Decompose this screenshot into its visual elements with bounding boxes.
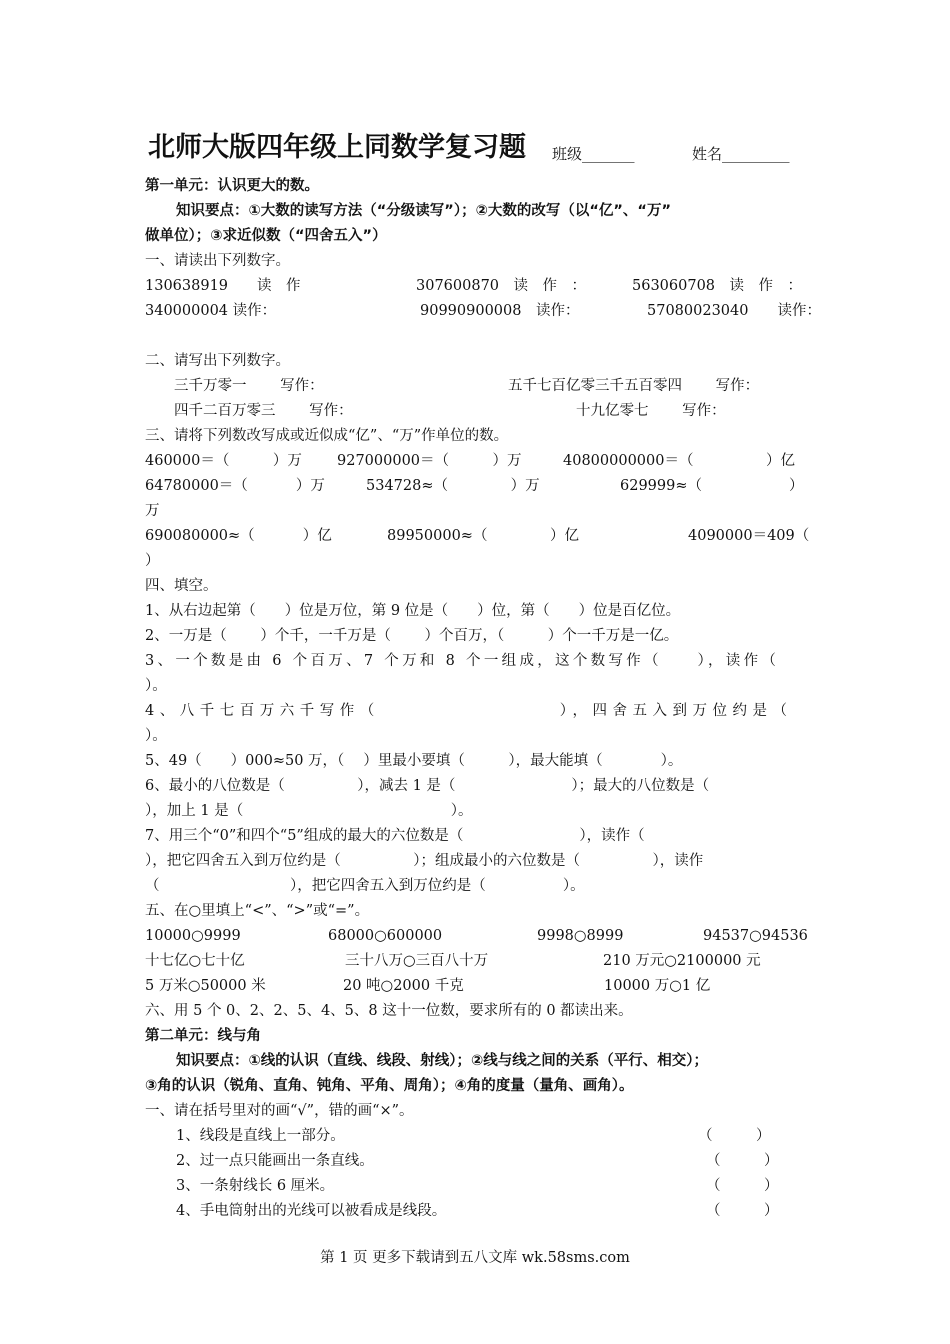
compare-item: 210 万元○2100000 元: [603, 953, 761, 969]
fill-question-4: 4、八千七百万六千写作（ ），四舍五入到万位约是（: [145, 703, 793, 719]
compare-item: 5 万米○50000 米: [145, 978, 266, 994]
write-item: 五千七百亿零三千五百零四 写作：: [508, 378, 760, 394]
fill-question-4-wrap: ）。: [145, 728, 167, 744]
convert-item: 690080000≈（ ）亿: [145, 528, 332, 544]
answer-paren: （ ）: [706, 1178, 779, 1194]
read-item: 90990900008 读作：: [420, 303, 580, 319]
compare-item: 68000○600000: [328, 928, 443, 944]
compare-item: 10000 万○1 亿: [604, 978, 711, 994]
name-field: 姓名_________: [692, 145, 790, 163]
fill-question-1: 1、从右边起第（ ）位是万位，第 9 位是（ ）位，第（ ）位是百亿位。: [145, 603, 681, 619]
read-item: 340000004 读作：: [145, 303, 277, 319]
convert-item-wrap: 万: [145, 503, 160, 519]
unit1-heading: 第一单元：认识更大的数。: [145, 178, 319, 194]
section1-title: 一、请读出下列数字。: [145, 253, 290, 269]
unit2-key-points-2: ③角的认识（锐角、直角、钝角、平角、周角）；④角的度量（量角、画角）。: [145, 1078, 634, 1094]
unit1-key-points-1: 知识要点：①大数的读写方法（“分级读写”）；②大数的改写（以“亿”、“万”: [176, 203, 671, 219]
section5-title: 五、在○里填上“<”、“>”或“=”。: [145, 903, 370, 919]
unit2-heading: 第二单元：线与角: [145, 1028, 261, 1044]
unit1-key-points-2: 做单位）；③求近似数（“四舍五入”）: [145, 228, 387, 244]
write-item: 四千二百万零三 写作：: [174, 403, 353, 419]
convert-item: 629999≈（ ）: [620, 478, 804, 494]
section4-title: 四、填空。: [145, 578, 218, 594]
answer-paren: （ ）: [698, 1128, 771, 1144]
fill-question-5: 5、49（ ）000≈50 万，（ ）里最小要填（ ），最大能填（ ）。: [145, 753, 683, 769]
read-item: 307600870 读 作 ：: [416, 278, 587, 294]
page-title: 北师大版四年级上同数学复习题: [148, 132, 526, 163]
class-field: 班级_______: [552, 145, 635, 163]
fill-question-7-wrap: ），把它四舍五入到万位约是（ ）；组成最小的六位数是（ ），读作: [145, 853, 704, 869]
read-item: 57080023040 读作：: [647, 303, 821, 319]
fill-question-3-wrap: ）。: [145, 678, 167, 694]
true-false-item: 3、一条射线长 6 厘米。: [176, 1178, 335, 1194]
compare-item: 三十八万○三百八十万: [345, 953, 489, 969]
unit2-key-points-1: 知识要点：①线的认识（直线、线段、射线）；②线与线之间的关系（平行、相交）；: [176, 1053, 709, 1069]
convert-item: 927000000＝（ ）万: [337, 453, 522, 469]
convert-item: 460000＝（ ）万: [145, 453, 302, 469]
page-footer: 第 1 页 更多下载请到五八文库 wk.58sms.com: [320, 1250, 630, 1266]
true-false-item: 4、手电筒射出的光线可以被看成是线段。: [176, 1203, 447, 1219]
read-item: 130638919 读 作: [145, 278, 301, 294]
write-item: 十九亿零七 写作：: [576, 403, 726, 419]
unit2-section1-title: 一、请在括号里对的画“√”，错的画“×”。: [145, 1103, 414, 1119]
compare-item: 9998○8999: [537, 928, 624, 944]
fill-question-3: 3、一个数是由 6 个百万、7 个万和 8 个一组成，这个数写作（ ），读作（: [145, 653, 780, 669]
answer-paren: （ ）: [706, 1203, 779, 1219]
answer-paren: （ ）: [706, 1153, 779, 1169]
true-false-item: 2、过一点只能画出一条直线。: [176, 1153, 374, 1169]
section6-title: 六、用 5 个 0、2、2、5、4、5、8 这十一位数，要求所有的 0 都读出来。: [145, 1003, 633, 1019]
convert-item: 4090000＝409（: [688, 528, 810, 544]
compare-item: 20 吨○2000 千克: [343, 978, 464, 994]
fill-question-7-wrap: （ ），把它四舍五入到万位约是（ ）。: [145, 878, 585, 894]
fill-question-6: 6、最小的八位数是（ ），减去 1 是（ ）；最大的八位数是（: [145, 778, 710, 794]
convert-item: 534728≈（ ）万: [366, 478, 540, 494]
convert-item: 40800000000＝（ ）亿: [563, 453, 795, 469]
section2-title: 二、请写出下列数字。: [145, 353, 290, 369]
compare-item: 94537○94536: [703, 928, 808, 944]
section3-title: 三、请将下列数改写成或近似成“亿”、“万”作单位的数。: [145, 428, 509, 444]
fill-question-2: 2、一万是（ ）个千，一千万是（ ）个百万，（ ）个一千万是一亿。: [145, 628, 679, 644]
compare-item: 10000○9999: [145, 928, 241, 944]
write-item: 三千万零一 写作：: [174, 378, 324, 394]
compare-item: 十七亿○七十亿: [145, 953, 245, 969]
fill-question-6-wrap: ），加上 1 是（ ）。: [145, 803, 473, 819]
convert-item: 64780000＝（ ）万: [145, 478, 325, 494]
true-false-item: 1、线段是直线上一部分。: [176, 1128, 345, 1144]
convert-item-wrap: ）: [145, 553, 160, 569]
fill-question-7: 7、用三个“0”和四个“5”组成的最大的六位数是（ ），读作（: [145, 828, 645, 844]
convert-item: 89950000≈（ ）亿: [387, 528, 580, 544]
read-item: 563060708 读 作 ：: [632, 278, 803, 294]
